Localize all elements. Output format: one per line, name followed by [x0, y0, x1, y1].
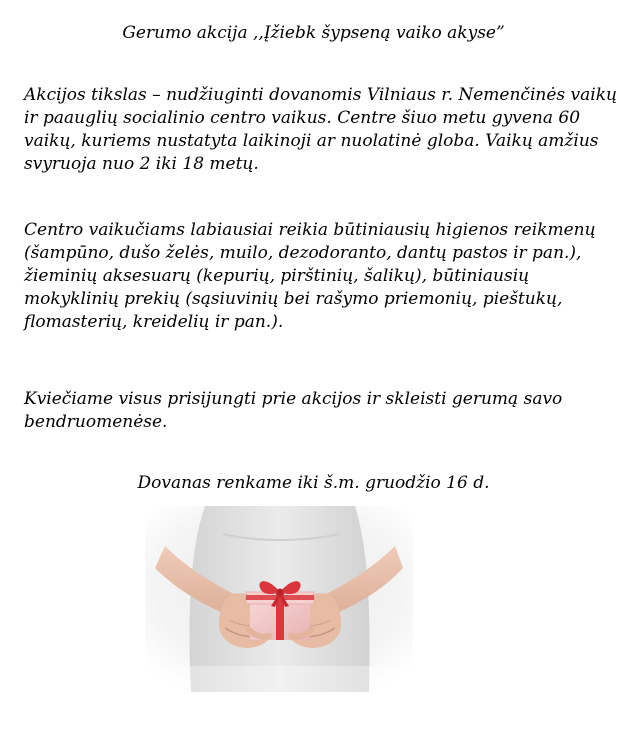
- deadline-text: Dovanas renkame iki š.m. gruodžio 16 d.: [137, 473, 490, 493]
- paragraph-invitation: Kviečiame visus prisijungti prie akcijos ir skleisti gerumą savo bendruomenėse.: [24, 389, 563, 432]
- page-title: Gerumo akcija ,,Įžiebk šypseną vaiko akyse”: [122, 23, 505, 43]
- gift-photo: [145, 506, 413, 692]
- paragraph-goal: Akcijos tikslas – nudžiuginti dovanomis Vilniaus r. Nemenčinės vaikų ir paauglių socialinio centro vaikus. Centre šiuo metu gyvena 60 vaikų, kuriems nustatyta laikinoji ar nuolatinė globa. Vaikų amžius svyruoja nuo 2 iki 18 metų.: [24, 85, 617, 174]
- hands-holding-gift-icon: [145, 506, 413, 692]
- paragraph-needs: Centro vaikučiams labiausiai reikia būtiniausių higienos reikmenų (šampūno, dušo želės, muilo, dezodoranto, dantų pastos ir pan.), žieminių aksesuarų (kepurių, pirštinių, šalikų), būtiniausių mokyklinių prekių (sąsiuvinių bei rašymo priemonių, pieštukų, flomasterių, kreidelių ir pan.).: [24, 220, 596, 332]
